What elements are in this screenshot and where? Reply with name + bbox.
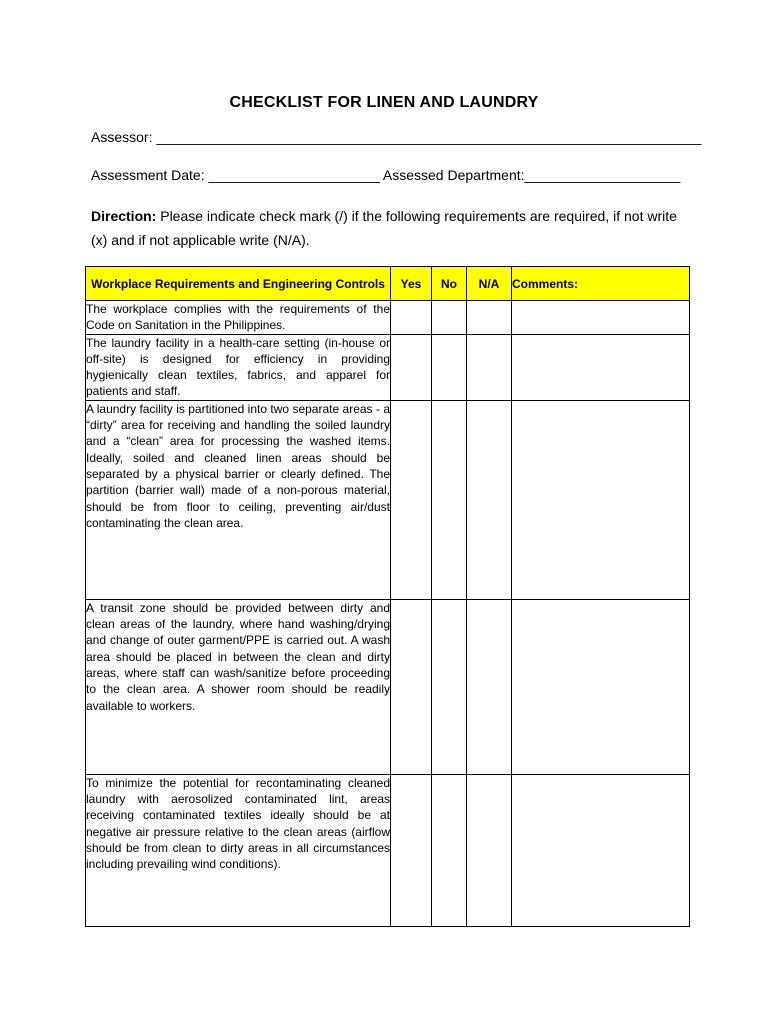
yes-cell[interactable] xyxy=(391,400,432,599)
requirement-cell: To minimize the potential for recontaminating cleaned laundry with aerosolized contaminated lint, areas receiving contaminated textiles ideally should be at negative air pressure relative to the clean areas (airflow should be from clean to dirty areas in all circumstances including prevailing wind conditions). xyxy=(86,774,391,926)
requirement-cell: A laundry facility is partitioned into two separate areas - a “dirty” area for receiving and handling the soiled laundry and a “clean” area for processing the washed items. Ideally, soiled and cleaned linen areas should be separated by a physical barrier or clearly defined. The partition (barrier wall) made of a non-porous material, should be from floor to ceiling, preventing air/dust contaminating the clean area. xyxy=(86,400,391,599)
comments-cell[interactable] xyxy=(512,599,690,774)
assessor-field: Assessor: ______________________________________________________________________ xyxy=(91,129,702,145)
comments-cell[interactable] xyxy=(512,774,690,926)
document-title: CHECKLIST FOR LINEN AND LAUNDRY xyxy=(229,94,539,111)
direction-label: Direction: xyxy=(91,208,157,224)
no-cell[interactable] xyxy=(432,400,467,599)
yes-cell[interactable] xyxy=(391,301,432,335)
no-cell[interactable] xyxy=(432,774,467,926)
direction-text: Please indicate check mark (/) if the following requirements are required, if not write (x) and if not applicable write (N/A). xyxy=(91,208,677,248)
table-row xyxy=(86,774,690,926)
table-row xyxy=(86,301,690,335)
no-cell[interactable] xyxy=(432,334,467,400)
table-header-row xyxy=(86,267,690,301)
yes-cell[interactable] xyxy=(391,774,432,926)
header-comments: Comments: xyxy=(512,267,690,301)
yes-cell[interactable] xyxy=(391,599,432,774)
requirement-cell: The workplace complies with the requirements of the Code on Sanitation in the Philippines. xyxy=(86,302,390,333)
comments-cell[interactable] xyxy=(512,301,690,335)
header-requirements: Workplace Requirements and Engineering Controls xyxy=(86,267,391,301)
table-row xyxy=(86,400,690,599)
direction-paragraph xyxy=(91,204,683,252)
header-yes: Yes xyxy=(391,267,432,301)
comments-cell[interactable] xyxy=(512,334,690,400)
comments-cell[interactable] xyxy=(512,400,690,599)
assessment-date-department-field: Assessment Date: ______________________ Assessed Department:____________________ xyxy=(91,167,681,183)
na-cell[interactable] xyxy=(467,774,512,926)
header-na: N/A xyxy=(467,267,512,301)
checklist-table xyxy=(85,266,690,927)
no-cell[interactable] xyxy=(432,599,467,774)
yes-cell[interactable] xyxy=(391,334,432,400)
na-cell[interactable] xyxy=(467,334,512,400)
header-no: No xyxy=(432,267,467,301)
table-row xyxy=(86,599,690,774)
no-cell[interactable] xyxy=(432,301,467,335)
na-cell[interactable] xyxy=(467,301,512,335)
na-cell[interactable] xyxy=(467,400,512,599)
requirement-cell: A transit zone should be provided between dirty and clean areas of the laundry, where hand washing/drying and change of outer garment/PPE is carried out. A wash area should be placed in between the clean and dirty areas, where staff can wash/sanitize before proceeding to the clean area. A shower room should be readily available to workers. xyxy=(86,599,391,774)
na-cell[interactable] xyxy=(467,599,512,774)
table-row xyxy=(86,334,690,400)
requirement-cell: The laundry facility in a health-care setting (in-house or off-site) is designed for efficiency in providing hygienically clean textiles, fabrics, and apparel for patients and staff. xyxy=(86,335,390,399)
